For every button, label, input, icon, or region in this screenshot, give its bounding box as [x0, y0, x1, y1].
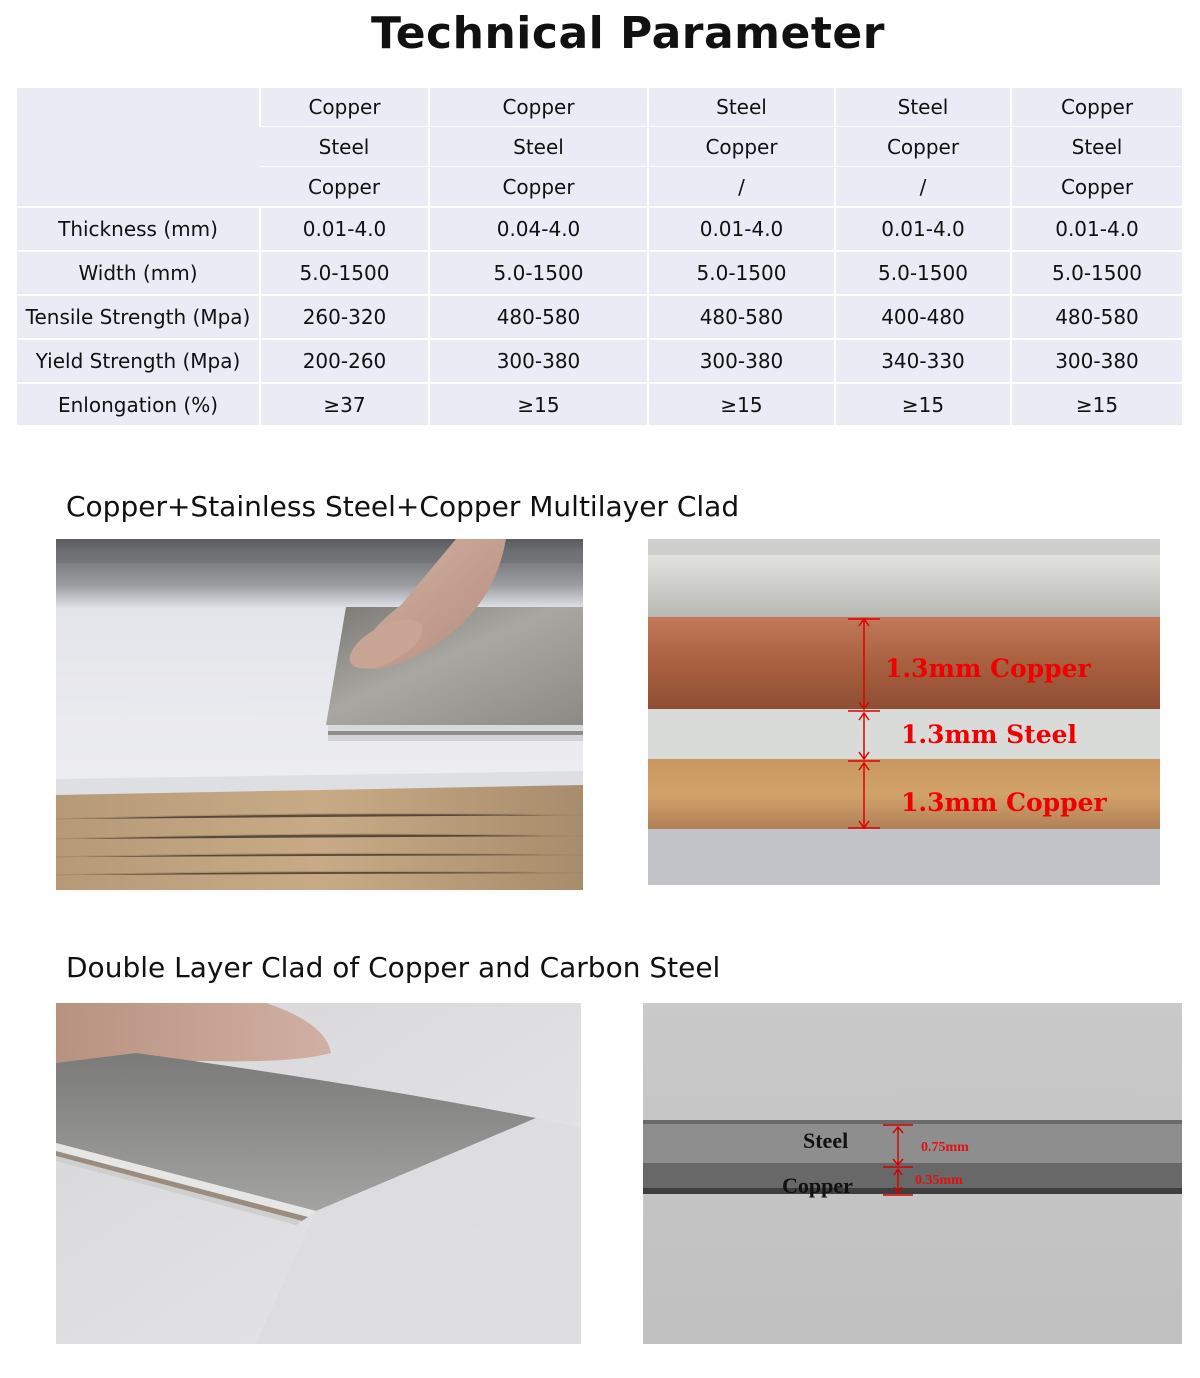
page-title: Technical Parameter	[371, 8, 885, 59]
table-cell: 400-480	[835, 295, 1011, 339]
table-cell: 0.01-4.0	[260, 207, 429, 251]
table-cell: 0.01-4.0	[648, 207, 835, 251]
table-cell: Copper	[648, 127, 835, 167]
multilayer-cross-section-photo	[648, 539, 1160, 885]
annotation-middle-steel: 1.3mm Steel	[901, 720, 1078, 749]
table-cell: ≥37	[260, 383, 429, 425]
table-cell: 5.0-1500	[835, 251, 1011, 295]
table-cell: 5.0-1500	[260, 251, 429, 295]
table-cell: ≥15	[648, 383, 835, 425]
table-cell: /	[835, 167, 1011, 208]
multilayer-plate-photo	[56, 539, 583, 890]
double-layer-plate-photo	[56, 1003, 581, 1344]
table-cell: ≥15	[429, 383, 648, 425]
table-cell: 260-320	[260, 295, 429, 339]
annotation-top-copper: 1.3mm Copper	[885, 654, 1091, 683]
table-cell: 0.04-4.0	[429, 207, 648, 251]
table-cell: Copper	[1011, 88, 1182, 127]
annotation-steel: Steel	[803, 1128, 849, 1153]
annotation-bottom-copper: 1.3mm Copper	[901, 788, 1107, 817]
photo-double-layer-cross-section	[643, 1003, 1182, 1344]
table-cell: Steel	[429, 127, 648, 167]
table-cell: 0.01-4.0	[1011, 207, 1182, 251]
table-cell: 480-580	[648, 295, 835, 339]
table-cell: Copper	[307, 174, 381, 199]
table-cell: 300-380	[648, 339, 835, 383]
table-cell: 300-380	[429, 339, 648, 383]
table-cell: 5.0-1500	[648, 251, 835, 295]
table-cell: 5.0-1500	[1011, 251, 1182, 295]
double-layer-cross-section-photo	[643, 1003, 1182, 1344]
table-cell: 0.01-4.0	[835, 207, 1011, 251]
table-cell: ≥15	[835, 383, 1011, 425]
layer-row-1	[17, 88, 1182, 127]
table-cell: Steel	[648, 88, 835, 127]
row-label: Tensile Strength (Mpa)	[17, 295, 260, 339]
row-label: Yield Strength (Mpa)	[17, 339, 260, 383]
row-label: Width (mm)	[17, 251, 260, 295]
table-cell: Copper	[260, 88, 429, 127]
photo-double-layer-plate	[56, 1003, 581, 1344]
technical-parameter-table	[17, 88, 1182, 425]
table-cell: Copper	[429, 88, 648, 127]
table-cell: 300-380	[1011, 339, 1182, 383]
table-cell: ≥15	[1011, 383, 1182, 425]
table-cell: Copper	[1011, 167, 1182, 208]
section-heading-multilayer: Copper+Stainless Steel+Copper Multilayer Clad	[66, 490, 740, 523]
table-cell: Steel	[835, 88, 1011, 127]
table-cell: 340-330	[835, 339, 1011, 383]
table-cell: Copper	[429, 167, 648, 208]
photo-multilayer-cross-section	[648, 539, 1160, 885]
table-cell: 480-580	[429, 295, 648, 339]
table-cell: Steel	[260, 127, 429, 167]
table-row-width	[17, 251, 1182, 295]
table-cell: Steel	[1011, 127, 1182, 167]
table-cell: 480-580	[1011, 295, 1182, 339]
table-cell: /	[648, 167, 835, 208]
annotation-copper-thickness: 0.35mm	[915, 1173, 963, 1188]
row-label: Thickness (mm)	[17, 207, 260, 251]
photo-multilayer-plate	[56, 539, 583, 890]
table-row-elongation	[17, 383, 1182, 425]
table-cell: 200-260	[260, 339, 429, 383]
table-cell: 5.0-1500	[429, 251, 648, 295]
annotation-copper: Copper	[782, 1173, 853, 1198]
table-cell: Copper	[835, 127, 1011, 167]
annotation-steel-thickness: 0.75mm	[921, 1140, 969, 1155]
table-row-yield-strength	[17, 339, 1182, 383]
table-row-thickness	[17, 207, 1182, 251]
table-corner-cell	[17, 88, 260, 207]
row-label: Enlongation (%)	[17, 383, 260, 425]
table-row-tensile-strength	[17, 295, 1182, 339]
section-heading-double-layer: Double Layer Clad of Copper and Carbon Steel	[66, 951, 721, 984]
